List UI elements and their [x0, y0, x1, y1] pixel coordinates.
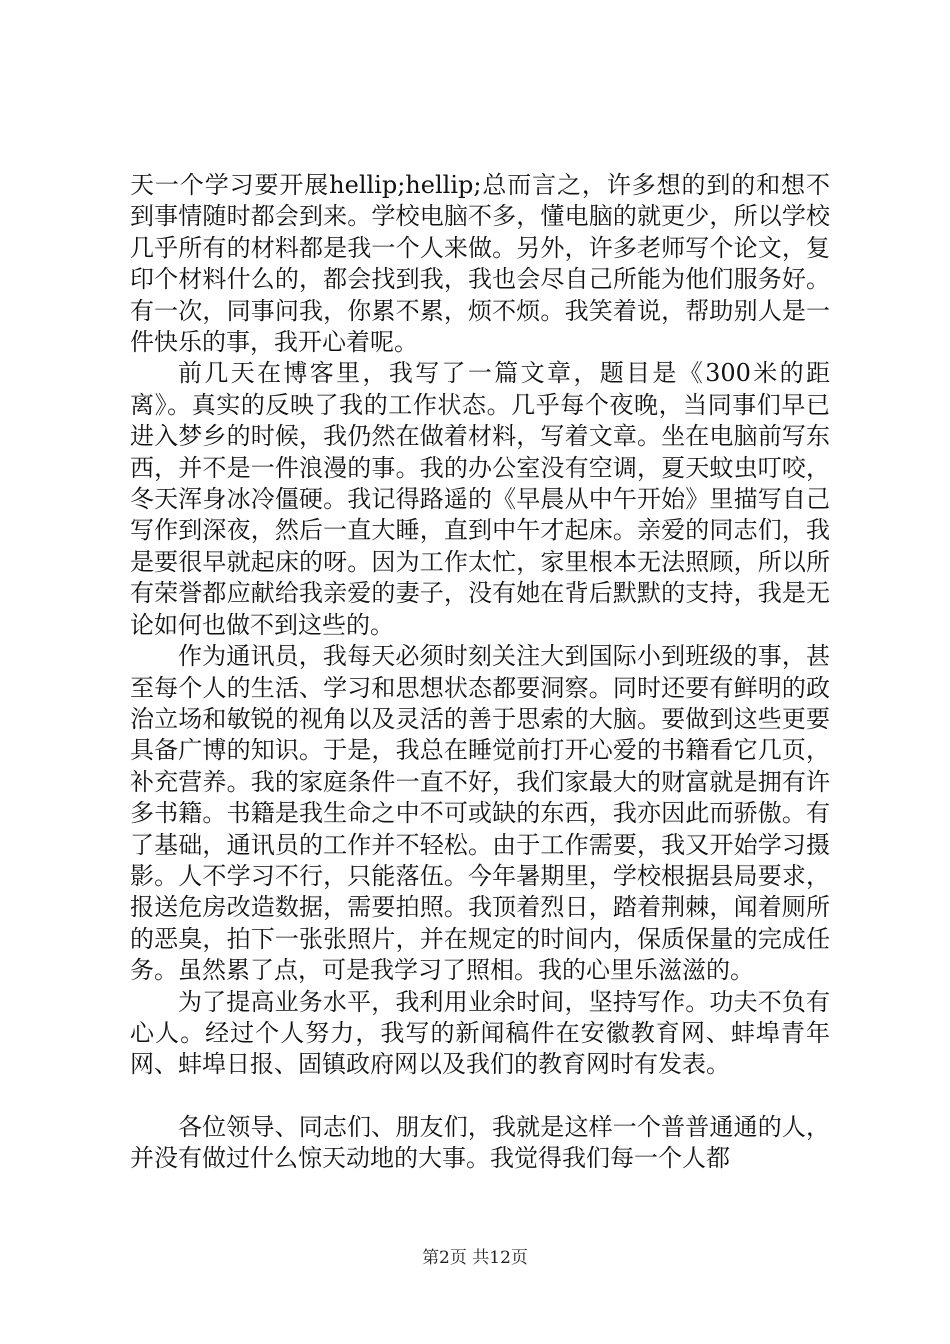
paragraph-closing: 各位领导、同志们、朋友们，我就是这样一个普普通通的人，并没有做过什么惊天动地的大事。我觉得我们每一个人都 — [130, 1112, 830, 1173]
document-body — [130, 170, 830, 1175]
paragraph-writing: 为了提高业务水平，我利用业余时间，坚持写作。功夫不负有心人。经过个人努力，我写的新闻稿件在安徽教育网、蚌埠青年网、蚌埠日报、固镇政府网以及我们的教育网时有发表。 — [130, 987, 830, 1079]
page-number-footer: 第2页 共12页 — [422, 1248, 528, 1268]
paragraph-correspondent: 作为通讯员，我每天必须时刻关注大到国际小到班级的事，甚至每个人的生活、学习和思想状态都要洞察。同时还要有鲜明的政治立场和敏锐的视角以及灵活的善于思索的大脑。要做到这些更要具备广博的知识。于是，我总在睡觉前打开心爱的书籍看它几页，补充营养。我的家庭条件一直不好，我们家最大的财富就是拥有许多书籍。书籍是我生命之中不可或缺的东西，我亦因此而骄傲。有了基础，通讯员的工作并不轻松。由于工作需要，我又开始学习摄影。人不学习不行，只能落伍。今年暑期里，学校根据县局要求，报送危房改造数据，需要拍照。我顶着烈日，踏着荆棘，闻着厕所的恶臭，拍下一张张照片，并在规定的时间内，保质保量的完成任务。虽然累了点，可是我学习了照相。我的心里乐滋滋的。 — [130, 642, 830, 985]
paragraph-continuation: 天一个学习要开展hellip;hellip;总而言之，许多想的到的和想不到事情随时都会到来。学校电脑不多，懂电脑的就更少，所以学校几乎所有的材料都是我一个人来做。另外，许多老师写个论文，复印个材料什么的，都会找到我，我也会尽自己所能为他们服务好。有一次，同事问我，你累不累，烦不烦。我笑着说，帮助别人是一件快乐的事，我开心着呢。 — [130, 171, 830, 357]
paragraph-blog-article: 前几天在博客里，我写了一篇文章，题目是《300米的距离》。真实的反映了我的工作状态。几乎每个夜晚，当同事们早已进入梦乡的时候，我仍然在做着材料，写着文章。坐在电脑前写东西，并不是一件浪漫的事。我的办公室没有空调，夏天蚊虫叮咬，冬天浑身冰冷僵硬。我记得路遥的《早晨从中午开始》里描写自己写作到深夜，然后一直大睡，直到中午才起床。亲爱的同志们，我是要很早就起床的呀。因为工作太忙，家里根本无法照顾，所以所有荣誉都应献给我亲爱的妻子，没有她在背后默默的支持，我是无论如何也做不到这些的。 — [130, 359, 830, 639]
